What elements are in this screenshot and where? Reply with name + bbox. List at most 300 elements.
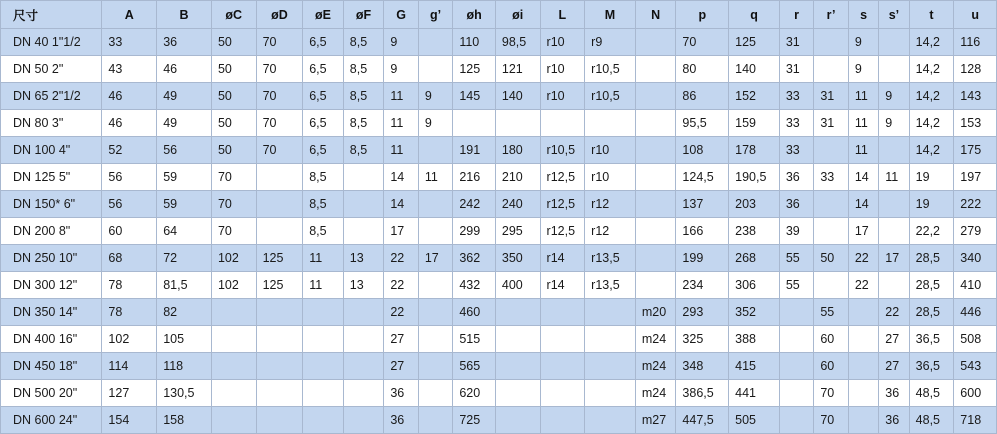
table-row: [1, 380, 997, 407]
table-cell: 14: [384, 164, 418, 191]
table-cell: 432: [453, 272, 496, 299]
table-cell: 620: [453, 380, 496, 407]
table-cell: 102: [102, 326, 157, 353]
table-cell: 140: [495, 83, 540, 110]
table-cell: 17: [418, 245, 452, 272]
table-cell: [343, 326, 384, 353]
table-cell: [495, 407, 540, 434]
table-cell: r10: [585, 164, 636, 191]
table-cell: 17: [879, 245, 909, 272]
table-cell: 36: [879, 380, 909, 407]
table-cell: r12,5: [540, 164, 585, 191]
table-cell: [540, 380, 585, 407]
table-cell: 6,5: [303, 29, 344, 56]
table-cell: 13: [343, 245, 384, 272]
table-cell: r10,5: [540, 137, 585, 164]
table-cell: 64: [157, 218, 212, 245]
table-cell: 43: [102, 56, 157, 83]
table-cell: 114: [102, 353, 157, 380]
table-cell: 55: [779, 245, 813, 272]
table-cell: r10: [540, 56, 585, 83]
table-cell: 49: [157, 110, 212, 137]
table-cell: 36,5: [909, 353, 954, 380]
table-cell: [635, 218, 676, 245]
table-cell: r12: [585, 218, 636, 245]
table-cell: [848, 299, 878, 326]
column-header-r: r: [779, 1, 813, 29]
table-cell: 8,5: [343, 137, 384, 164]
table-cell: 180: [495, 137, 540, 164]
table-cell-size: DN 400 16": [1, 326, 102, 353]
table-cell: r12,5: [540, 191, 585, 218]
column-header-oi: øi: [495, 1, 540, 29]
table-cell: 9: [418, 83, 452, 110]
table-cell: 78: [102, 299, 157, 326]
table-cell: [495, 380, 540, 407]
table-cell: 14: [848, 164, 878, 191]
table-cell: 31: [814, 110, 848, 137]
table-cell: 128: [954, 56, 997, 83]
table-cell: [418, 191, 452, 218]
table-cell: 86: [676, 83, 729, 110]
table-cell: 60: [814, 353, 848, 380]
table-cell: r12: [585, 191, 636, 218]
table-cell: 14,2: [909, 110, 954, 137]
table-cell: 70: [676, 29, 729, 56]
table-cell: [879, 272, 909, 299]
table-cell-size: DN 50 2": [1, 56, 102, 83]
table-cell: [256, 353, 303, 380]
table-cell: [211, 407, 256, 434]
table-cell: [848, 326, 878, 353]
table-cell: m24: [635, 380, 676, 407]
table-cell: [779, 326, 813, 353]
table-cell: m24: [635, 326, 676, 353]
table-cell: 14,2: [909, 56, 954, 83]
table-cell: 348: [676, 353, 729, 380]
table-cell: [343, 191, 384, 218]
table-cell: r10: [585, 137, 636, 164]
column-header-a: A: [102, 1, 157, 29]
table-cell: 55: [779, 272, 813, 299]
table-cell: [418, 380, 452, 407]
table-cell: 27: [384, 326, 418, 353]
table-cell: 6,5: [303, 110, 344, 137]
table-cell: 515: [453, 326, 496, 353]
table-cell-size: DN 150* 6": [1, 191, 102, 218]
table-cell: 22: [848, 245, 878, 272]
table-cell: 446: [954, 299, 997, 326]
table-cell: 441: [729, 380, 780, 407]
table-cell: 410: [954, 272, 997, 299]
column-header-size: 尺寸: [1, 1, 102, 29]
column-header-l: L: [540, 1, 585, 29]
table-cell: 197: [954, 164, 997, 191]
table-cell: 325: [676, 326, 729, 353]
column-header-r-prime: r’: [814, 1, 848, 29]
table-cell: [256, 164, 303, 191]
table-cell: 98,5: [495, 29, 540, 56]
table-cell: 70: [211, 164, 256, 191]
column-header-s-prime: s’: [879, 1, 909, 29]
table-cell: 33: [779, 137, 813, 164]
table-cell: 70: [256, 29, 303, 56]
table-cell: 36: [879, 407, 909, 434]
table-cell: 56: [157, 137, 212, 164]
table-cell: 27: [879, 353, 909, 380]
table-cell: [848, 380, 878, 407]
table-cell: [814, 272, 848, 299]
table-cell: 70: [256, 137, 303, 164]
table-cell: 46: [157, 56, 212, 83]
table-cell: [585, 110, 636, 137]
table-cell: 17: [848, 218, 878, 245]
table-cell: [814, 191, 848, 218]
table-cell: 121: [495, 56, 540, 83]
table-cell-size: DN 65 2"1/2: [1, 83, 102, 110]
table-cell: 70: [256, 56, 303, 83]
table-cell: 240: [495, 191, 540, 218]
table-cell: [848, 353, 878, 380]
table-cell: [585, 326, 636, 353]
table-cell: [303, 407, 344, 434]
table-cell: [540, 299, 585, 326]
column-header-oe: øE: [303, 1, 344, 29]
table-cell: [256, 326, 303, 353]
table-cell: 48,5: [909, 407, 954, 434]
table-cell: 178: [729, 137, 780, 164]
table-cell: r12,5: [540, 218, 585, 245]
table-cell: 59: [157, 191, 212, 218]
table-cell: 11: [384, 137, 418, 164]
table-cell: [879, 137, 909, 164]
table-cell: [418, 407, 452, 434]
table-cell: 55: [814, 299, 848, 326]
table-cell: 140: [729, 56, 780, 83]
table-cell: [343, 164, 384, 191]
table-cell: 222: [954, 191, 997, 218]
table-row: [1, 353, 997, 380]
table-cell: 108: [676, 137, 729, 164]
table-cell: 50: [814, 245, 848, 272]
table-cell: 52: [102, 137, 157, 164]
table-cell: [418, 272, 452, 299]
table-cell: [495, 326, 540, 353]
table-cell: 6,5: [303, 83, 344, 110]
table-cell: 70: [211, 218, 256, 245]
table-cell: [540, 407, 585, 434]
table-cell: 8,5: [343, 56, 384, 83]
table-cell: 33: [779, 83, 813, 110]
table-cell: [303, 299, 344, 326]
table-cell: 27: [879, 326, 909, 353]
table-cell: 8,5: [343, 110, 384, 137]
table-cell: 102: [211, 272, 256, 299]
column-header-t: t: [909, 1, 954, 29]
table-cell: 36: [779, 191, 813, 218]
table-cell: 154: [102, 407, 157, 434]
column-header-b: B: [157, 1, 212, 29]
table-cell: 460: [453, 299, 496, 326]
table-cell: 9: [384, 29, 418, 56]
table-cell: 8,5: [303, 218, 344, 245]
table-cell: 11: [303, 245, 344, 272]
table-cell-size: DN 100 4": [1, 137, 102, 164]
table-cell: 116: [954, 29, 997, 56]
table-cell: 125: [256, 245, 303, 272]
table-row: [1, 137, 997, 164]
table-cell: 125: [729, 29, 780, 56]
table-cell: 102: [211, 245, 256, 272]
table-cell: 11: [418, 164, 452, 191]
table-cell: [495, 110, 540, 137]
table-cell: r10,5: [585, 83, 636, 110]
table-cell: 234: [676, 272, 729, 299]
table-cell: [495, 353, 540, 380]
column-header-g-prime: g’: [418, 1, 452, 29]
table-cell: 28,5: [909, 245, 954, 272]
table-cell: 565: [453, 353, 496, 380]
table-header-row: [1, 1, 997, 29]
table-cell: 50: [211, 83, 256, 110]
table-cell: [635, 272, 676, 299]
table-cell: r10,5: [585, 56, 636, 83]
table-cell: 22: [384, 272, 418, 299]
column-header-of: øF: [343, 1, 384, 29]
table-cell: 17: [384, 218, 418, 245]
table-cell: [814, 56, 848, 83]
table-cell: 199: [676, 245, 729, 272]
table-cell: 143: [954, 83, 997, 110]
table-cell-size: DN 125 5": [1, 164, 102, 191]
table-cell: 8,5: [303, 191, 344, 218]
table-cell: [879, 29, 909, 56]
table-cell: 78: [102, 272, 157, 299]
table-cell: [779, 299, 813, 326]
table-cell: r10: [540, 29, 585, 56]
table-cell: [779, 353, 813, 380]
table-cell: 50: [211, 29, 256, 56]
table-cell: [585, 353, 636, 380]
column-header-od: øD: [256, 1, 303, 29]
table-cell-size: DN 600 24": [1, 407, 102, 434]
table-cell: 22,2: [909, 218, 954, 245]
table-row: [1, 407, 997, 434]
table-cell: 600: [954, 380, 997, 407]
table-cell: [814, 137, 848, 164]
table-cell: [343, 353, 384, 380]
table-cell: 400: [495, 272, 540, 299]
table-cell: [779, 407, 813, 434]
table-cell: 14,2: [909, 29, 954, 56]
table-cell: [635, 83, 676, 110]
table-cell: 46: [102, 83, 157, 110]
table-cell: 216: [453, 164, 496, 191]
table-cell: 9: [418, 110, 452, 137]
table-cell: 110: [453, 29, 496, 56]
table-cell: [343, 380, 384, 407]
table-cell: [540, 326, 585, 353]
table-cell: [343, 218, 384, 245]
table-cell: 22: [384, 299, 418, 326]
table-cell: 68: [102, 245, 157, 272]
table-cell: 105: [157, 326, 212, 353]
column-header-g: G: [384, 1, 418, 29]
table-cell: 36: [157, 29, 212, 56]
table-cell: [540, 353, 585, 380]
table-cell: 203: [729, 191, 780, 218]
table-row: [1, 56, 997, 83]
table-cell: [418, 326, 452, 353]
table-cell: 415: [729, 353, 780, 380]
table-cell: [418, 56, 452, 83]
table-cell: 124,5: [676, 164, 729, 191]
table-cell: 295: [495, 218, 540, 245]
table-cell: [211, 353, 256, 380]
table-cell: [303, 326, 344, 353]
table-cell: 725: [453, 407, 496, 434]
column-header-u: u: [954, 1, 997, 29]
table-cell: [635, 164, 676, 191]
table-cell: 36: [779, 164, 813, 191]
table-cell: [879, 218, 909, 245]
table-cell: 6,5: [303, 56, 344, 83]
table-cell: [879, 56, 909, 83]
table-row: [1, 164, 997, 191]
table-cell: 8,5: [303, 164, 344, 191]
table-cell: 137: [676, 191, 729, 218]
table-cell: 27: [384, 353, 418, 380]
table-cell: 70: [814, 407, 848, 434]
table-cell: [453, 110, 496, 137]
table-cell: 306: [729, 272, 780, 299]
table-cell: 386,5: [676, 380, 729, 407]
table-row: [1, 272, 997, 299]
table-cell: 19: [909, 164, 954, 191]
table-cell: 49: [157, 83, 212, 110]
column-header-m: M: [585, 1, 636, 29]
table-cell: 118: [157, 353, 212, 380]
table-cell: [814, 29, 848, 56]
table-cell: [256, 299, 303, 326]
table-cell: 8,5: [343, 83, 384, 110]
table-cell-size: DN 450 18": [1, 353, 102, 380]
table-cell: r13,5: [585, 272, 636, 299]
table-cell: 8,5: [343, 29, 384, 56]
table-cell: 70: [814, 380, 848, 407]
table-cell: 145: [453, 83, 496, 110]
table-cell: 190,5: [729, 164, 780, 191]
table-cell: 81,5: [157, 272, 212, 299]
table-cell: 9: [879, 83, 909, 110]
table-cell: 9: [384, 56, 418, 83]
table-header: [1, 1, 997, 29]
table-cell: 19: [909, 191, 954, 218]
table-cell: 95,5: [676, 110, 729, 137]
table-cell: 72: [157, 245, 212, 272]
table-row: [1, 245, 997, 272]
table-cell: 36,5: [909, 326, 954, 353]
table-cell: [879, 191, 909, 218]
table-cell: [848, 407, 878, 434]
table-cell: r14: [540, 272, 585, 299]
table-cell: 508: [954, 326, 997, 353]
table-cell: [256, 191, 303, 218]
table-body: [1, 29, 997, 434]
table-cell: [256, 407, 303, 434]
table-cell: 36: [384, 407, 418, 434]
table-cell: [635, 137, 676, 164]
table-cell: 125: [256, 272, 303, 299]
table-cell: 33: [814, 164, 848, 191]
table-cell: [814, 218, 848, 245]
table-cell: [343, 407, 384, 434]
table-cell: 50: [211, 137, 256, 164]
table-cell: [585, 299, 636, 326]
table-row: [1, 29, 997, 56]
table-cell: 28,5: [909, 299, 954, 326]
table-cell: 543: [954, 353, 997, 380]
table-cell: 350: [495, 245, 540, 272]
table-cell-size: DN 500 20": [1, 380, 102, 407]
table-cell: [635, 56, 676, 83]
table-cell: 175: [954, 137, 997, 164]
table-cell-size: DN 350 14": [1, 299, 102, 326]
table-cell: 50: [211, 56, 256, 83]
table-cell: [303, 353, 344, 380]
table-cell: [418, 137, 452, 164]
table-cell: 11: [384, 83, 418, 110]
table-cell: [211, 299, 256, 326]
table-cell: [343, 299, 384, 326]
table-cell-size: DN 250 10": [1, 245, 102, 272]
table-cell: 130,5: [157, 380, 212, 407]
table-cell: 22: [384, 245, 418, 272]
table-cell: 268: [729, 245, 780, 272]
column-header-oc: øC: [211, 1, 256, 29]
table-cell: 31: [779, 29, 813, 56]
table-cell: [418, 218, 452, 245]
table-cell: m20: [635, 299, 676, 326]
table-cell: 166: [676, 218, 729, 245]
table-cell: [585, 380, 636, 407]
table-cell: [418, 353, 452, 380]
table-cell: 299: [453, 218, 496, 245]
table-cell: 238: [729, 218, 780, 245]
table-cell: 152: [729, 83, 780, 110]
table-cell: 505: [729, 407, 780, 434]
table-cell: 6,5: [303, 137, 344, 164]
table-cell: 362: [453, 245, 496, 272]
table-cell: 158: [157, 407, 212, 434]
table-cell: [418, 29, 452, 56]
table-cell: 11: [879, 164, 909, 191]
table-cell: 70: [211, 191, 256, 218]
table-cell: 33: [102, 29, 157, 56]
table-row: [1, 299, 997, 326]
table-cell: 14: [848, 191, 878, 218]
table-cell: 60: [814, 326, 848, 353]
table-cell: 13: [343, 272, 384, 299]
table-cell: 33: [779, 110, 813, 137]
column-header-s: s: [848, 1, 878, 29]
table-cell: [256, 380, 303, 407]
table-cell: 447,5: [676, 407, 729, 434]
table-cell: [635, 110, 676, 137]
table-cell: 82: [157, 299, 212, 326]
table-cell: 22: [848, 272, 878, 299]
table-cell: 50: [211, 110, 256, 137]
